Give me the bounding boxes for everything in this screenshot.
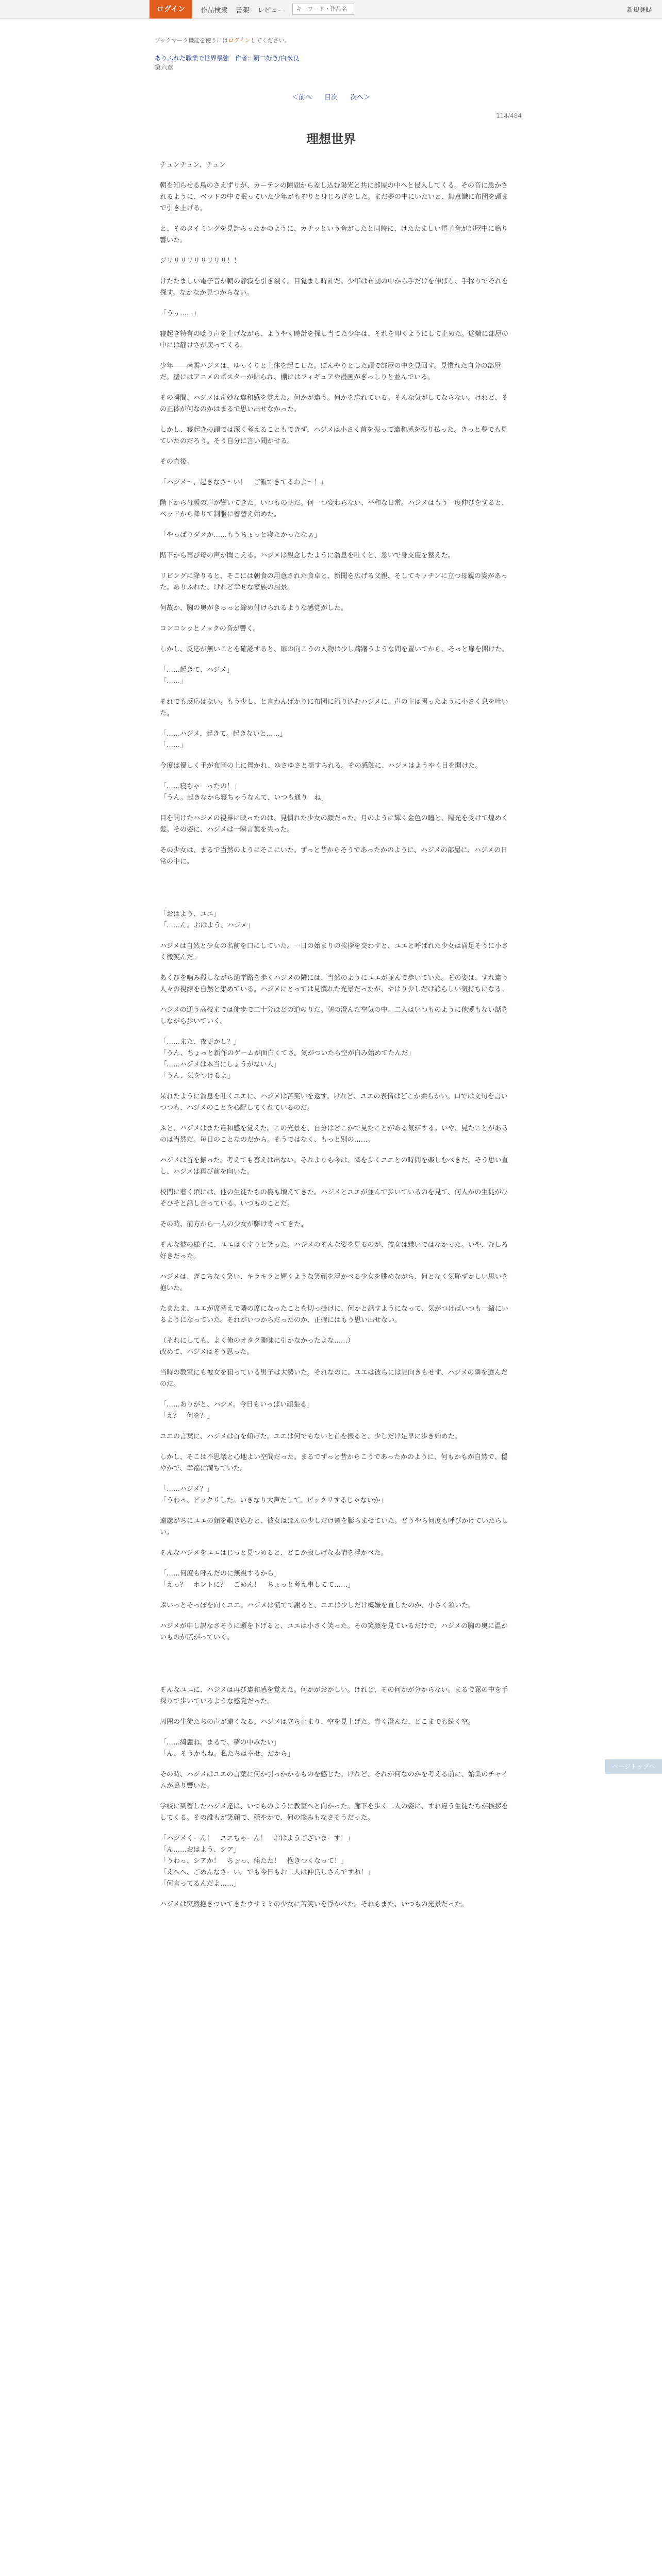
novel-paragraph: 学校に到着したハジメ達は、いつものように教室へと向かった。廊下を歩く二人の姿に、すれ違う生徒たちが挨拶をしてくる。その誰もが笑顔で、穏やかで、何の悩みもなさそうだった。 bbox=[160, 1803, 508, 1822]
novel-paragraph: リビングに降りると、そこには朝食の用意された食卓と、新聞を広げる父親、そしてキッチンに立つ母親の姿があった。ありふれた、けれど幸せな家族の風景。 bbox=[160, 572, 508, 591]
novel-paragraph: ハジメは突然抱きついてきたウサミミの少女に苦笑いを浮かべた。それもまた、いつもの光景だった。 bbox=[160, 1901, 468, 1908]
novel-paragraph: 「……ありがと、ハジメ。今日もいっぱい頑張る」 「え？ 何を？」 bbox=[160, 1401, 313, 1420]
nav-link-review[interactable]: レビュー bbox=[257, 6, 285, 14]
novel-paragraph: 「……起きて、ハジメ」 「……」 bbox=[160, 666, 234, 685]
novel-paragraph: 今度は優しく手が布団の上に置かれ、ゆさゆさと揺すられる。その感触に、ハジメはようやく目を開けた。 bbox=[160, 762, 482, 770]
novel-paragraph: ハジメは、ぎこちなく笑い、キラキラと輝くような笑顔を浮かべる少女を眺めながら、何となく気恥ずかしい思いを抱いた。 bbox=[160, 1273, 508, 1292]
novel-paragraph: ぷいっとそっぽを向くユエ。ハジメは慌てて謝ると、ユエは少しだけ機嫌を直したのか、小さく頷いた。 bbox=[160, 1602, 475, 1609]
novel-paragraph: その瞬間、ハジメは奇妙な違和感を覚えた。何かが違う。何かを忘れている。そんな気がしてならない。けれど、その正体が何なのかはまるで思い出せなかった。 bbox=[160, 394, 508, 413]
novel-paragraph: 校門に着く頃には、他の生徒たちの姿も増えてきた。ハジメとユエが並んで歩いているのを見て、何人かの生徒がひそひそと話し合っている。いつものことだ。 bbox=[160, 1189, 508, 1208]
novel-paragraph: 「……ハジメ？」 「うわっ、ビックリした。いきなり大声だして。ビックリするじゃないか」 bbox=[160, 1485, 387, 1504]
novel-paragraph: 目を開けたハジメの視界に映ったのは、見慣れた少女の顔だった。月のように輝く金色の瞳と、陽光を受けて煌めく髪。その姿に、ハジメは一瞬言葉を失った。 bbox=[160, 815, 508, 834]
novel-paragraph: 「ハジメくーん！ ユエちゃーん！ おはようございまーす！」 「ん……おはよう、シア」 「うわっ、シアか！ ちょっ、痛たた！ 抱きつくなって！」 「えへへ、ごめんなさーい。でも今日もお二人は仲良しさんですね！」 「何言ってるんだよ……」 bbox=[160, 1835, 374, 1888]
next-episode-link[interactable]: 次へ＞ bbox=[350, 94, 371, 101]
breadcrumb bbox=[155, 54, 299, 72]
novel-paragraph: 寝起き特有の唸り声を上げながら、ようやく時計を探し当てた少年は、それを叩くようにして止めた。途端に部屋の中には静けさが戻ってくる。 bbox=[160, 330, 509, 349]
novel-paragraph: 少年――南雲ハジメは、ゆっくりと上体を起こした。ぼんやりとした頭で部屋の中を見回す。見慣れた自分の部屋だ。壁にはアニメのポスターが貼られ、棚にはフィギュアや漫画がぎっしりと並んでいる。 bbox=[160, 362, 501, 381]
novel-paragraph: 「うぅ……」 bbox=[160, 310, 201, 317]
register-link[interactable]: 新規登録 bbox=[626, 6, 652, 13]
novel-paragraph: 「ハジメ～、起きなさ～い！ ご飯できてるわよ～！」 bbox=[160, 479, 327, 486]
novel-paragraph: ハジメが申し訳なさそうに頭を下げると、ユエは小さく笑った。その笑顔を見ているだけで、ハジメの胸の奥に温かいものが広がっていく。 bbox=[160, 1622, 508, 1641]
novel-paragraph: しかし、そこは不思議と心地よい空間だった。まるでずっと昔からこうであったかのように、何もかもが自然で、穏やかで、幸福に満ちていた。 bbox=[160, 1453, 508, 1472]
novel-paragraph: ハジメは首を振った。考えても答えは出ない。それよりも今は、隣を歩くユエとの時間を楽しむべきだ。そう思い直し、ハジメは再び前を向いた。 bbox=[160, 1157, 508, 1176]
novel-paragraph: コンコンッとノックの音が響く。 bbox=[160, 625, 260, 633]
novel-paragraph: そんなハジメをユエはじっと見つめると、どこか寂しげな表情を浮かべた。 bbox=[160, 1549, 388, 1557]
novel-paragraph: しかし、寝起きの頭では深く考えることもできず、ハジメは小さく首を振って違和感を振り払った。きっと夢でも見ていたのだろう。そう自分に言い聞かせる。 bbox=[160, 426, 508, 445]
novel-paragraph: と、そのタイミングを見計らったかのように、カチッという音がしたと同時に、けたたましい電子音が部屋中に鳴り響いた。 bbox=[160, 225, 508, 244]
episode-title: 理想世界 bbox=[306, 132, 356, 146]
novel-paragraph: 「……何度も呼んだのに無視するから」 「えっ？ ホントに？ ごめん！ ちょっと考え事してて……」 bbox=[160, 1570, 355, 1589]
novel-paragraph: そんな彼の様子に、ユエはくすりと笑った。ハジメのそんな姿を見るのが、彼女は嫌いではなかった。いや、むしろ好きだった。 bbox=[160, 1241, 508, 1260]
novel-paragraph: ジリリリリリリリリリ！！ bbox=[160, 257, 241, 265]
novel-paragraph: 階下から母親の声が響いてきた。いつもの朝だ。何一つ変わらない、平和な日常。ハジメはもう一度伸びをすると、ベッドから降りて制服に着替え始めた。 bbox=[160, 499, 508, 518]
novel-paragraph: 「やっぱりダメか……もうちょっと寝たかったなぁ」 bbox=[160, 531, 321, 539]
novel-paragraph: そんなユエに、ハジメは再び違和感を覚えた。何かがおかしい。けれど、その何かが分からない。まるで霧の中を手探りで歩いているような感覚だった。 bbox=[160, 1686, 508, 1705]
novel-paragraph: 何故か、胸の奥がきゅっと締め付けられるような感覚がした。 bbox=[160, 604, 348, 612]
table-of-contents-link[interactable]: 目次 bbox=[324, 94, 338, 101]
novel-paragraph: （それにしても、よく俺のオタク趣味に引かなかったよな……） 改めて、ハジメはそう思った。 bbox=[160, 1337, 355, 1356]
novel-paragraph: しかし、反応が無いことを確認すると、扉の向こうの人物は少し躊躇うような間を置いてから、そっと扉を開けた。 bbox=[160, 646, 509, 653]
novel-paragraph: チュンチュン、チュン bbox=[160, 161, 226, 169]
page-top-button[interactable]: ページトップへ bbox=[605, 1759, 662, 1774]
top-navigation-bar bbox=[0, 0, 662, 19]
novel-paragraph: 当時の教室にも彼女を狙っている男子は大勢いた。それなのに、ユエは彼らには見向きもせず、ハジメの隣を選んだのだ。 bbox=[160, 1369, 508, 1388]
chapter-label: 第六章 bbox=[155, 64, 174, 71]
nav-link-search[interactable]: 作品検索 bbox=[201, 6, 228, 14]
novel-paragraph: ユエの言葉に、ハジメは首を傾げた。ユエは何でもないと首を振ると、少しだけ足早に歩き始めた。 bbox=[160, 1433, 461, 1440]
series-title-link[interactable]: ありふれた職業で世界最強 作者：厨二好き/白米良 bbox=[155, 55, 300, 62]
login-button[interactable]: ログイン bbox=[150, 0, 192, 19]
novel-paragraph: それでも反応はない。もう少し、と言わんばかりに布団に潜り込むハジメに、声の主は困ったように小さく息を吐いた。 bbox=[160, 698, 508, 717]
novel-paragraph: 「……綺麗ね。まるで、夢の中みたい」 「ん、そうかもね。私たちは幸せ、だから」 bbox=[160, 1739, 294, 1758]
novel-paragraph: 「おはよう、ユエ」 「……ん。おはよう、ハジメ」 bbox=[160, 910, 254, 929]
novel-paragraph: 「……また、夜更かし？」 「うん、ちょっと新作のゲームが面白くてさ。気がついたら空が白み始めてたんだ」 「……ハジメは本当にしょうがない人」 「うん、気をつけるよ」 bbox=[160, 1038, 415, 1080]
notice-suffix: してください。 bbox=[250, 37, 290, 44]
episode-number: 114/484 bbox=[496, 112, 522, 120]
novel-paragraph: 階下から再び母の声が聞こえる。ハジメは観念したように溜息を吐くと、急いで身支度を整えた。 bbox=[160, 552, 455, 560]
notice-prefix: ブックマーク機能を使うには bbox=[155, 37, 228, 44]
novel-paragraph: その時、ハジメはユエの言葉に何か引っかかるものを感じた。けれど、それが何なのかを考える前に、始業のチャイムが鳴り響いた。 bbox=[160, 1771, 508, 1790]
novel-paragraph: 朝を知らせる鳥のさえずりが、カーテンの隙間から差し込む陽光と共に部屋の中へと侵入してくる。その音に急かされるように、ベッドの中で眠っていた少年がもぞりと身じろぎをした。まだ夢の中にいたいと、無意識に布団を頭まで引き上げる。 bbox=[160, 182, 509, 212]
novel-paragraph: 「……ハジメ、起きて。起きないと……」 「……」 bbox=[160, 730, 287, 749]
novel-paragraph: 呆れたように溜息を吐くユエに、ハジメは苦笑いを返す。けれど、ユエの表情はどこか柔らかい。口では文句を言いつつも、ハジメのことを心配してくれているのだ。 bbox=[160, 1093, 508, 1112]
novel-paragraph: けたたましい電子音が朝の静寂を引き裂く。目覚まし時計だ。少年は布団の中から手だけを伸ばし、手探りでそれを探す。なかなか見つからない。 bbox=[160, 278, 508, 297]
novel-paragraph: 遠慮がちにユエの顔を覗き込むと、彼女はほんの少しだけ頬を膨らませていた。どうやら何度も呼びかけていたらしい。 bbox=[160, 1517, 509, 1536]
nav-link-bookshelf[interactable]: 書架 bbox=[236, 6, 250, 14]
prev-episode-link[interactable]: ＜前へ bbox=[291, 94, 312, 101]
novel-paragraph: 周囲の生徒たちの声が遠くなる。ハジメは立ち止まり、空を見上げた。青く澄んだ、どこまでも続く空。 bbox=[160, 1718, 475, 1726]
novel-paragraph: あくびを噛み殺しながら通学路を歩くハジメの隣には、当然のようにユエが並んで歩いていた。その姿は、すれ違う人々の視線を自然と集めている。ハジメにとっては見慣れた光景だったが、やはり少しだけ誇らしい気持ちになる。 bbox=[160, 974, 508, 993]
novel-paragraph: その少女は、まるで当然のようにそこにいた。ずっと昔からそうであったかのように、ハジメの部屋に、ハジメの日常の中に。 bbox=[160, 846, 508, 866]
notice-login-link[interactable]: ログイン bbox=[228, 37, 251, 44]
novel-body bbox=[160, 160, 510, 1920]
top-nav-inner bbox=[150, 0, 354, 19]
novel-paragraph: その時、前方から一人の少女が駆け寄ってきた。 bbox=[160, 1221, 308, 1228]
novel-paragraph: ふと、ハジメはまた違和感を覚えた。この光景を、自分はどこかで見たことがある気がする。いや、見たことがあるのは当然だ。毎日のことなのだから。そうではなく、もっと別の……。 bbox=[160, 1125, 508, 1144]
keyword-search-input[interactable] bbox=[292, 4, 354, 15]
novel-paragraph: 「……寝ちゃ ったの！」 「うん。起きなから寝ちゃうなんて、いつも通り ね」 bbox=[160, 783, 328, 802]
bookmark-notice bbox=[155, 36, 290, 44]
novel-paragraph: ハジメの通う高校までは徒歩で二十分ほどの道のりだ。朝の澄んだ空気の中、二人はいつものように他愛もない話をしながら歩いていく。 bbox=[160, 1006, 508, 1025]
novel-paragraph: その直後。 bbox=[160, 458, 194, 466]
episode-pager bbox=[0, 92, 662, 101]
novel-paragraph: ハジメは自然と少女の名前を口にしていた。一日の始まりの挨拶を交わすと、ユエと呼ばれた少女は満足そうに小さく微笑んだ。 bbox=[160, 942, 508, 961]
novel-paragraph: たまたま、ユエが席替えで隣の席になったことを切っ掛けに、何かと話すようになって、気がつけばいつも一緒にいるようになっていた。それがいつからだったのか、正確にはもう思い出せない。 bbox=[160, 1305, 508, 1324]
